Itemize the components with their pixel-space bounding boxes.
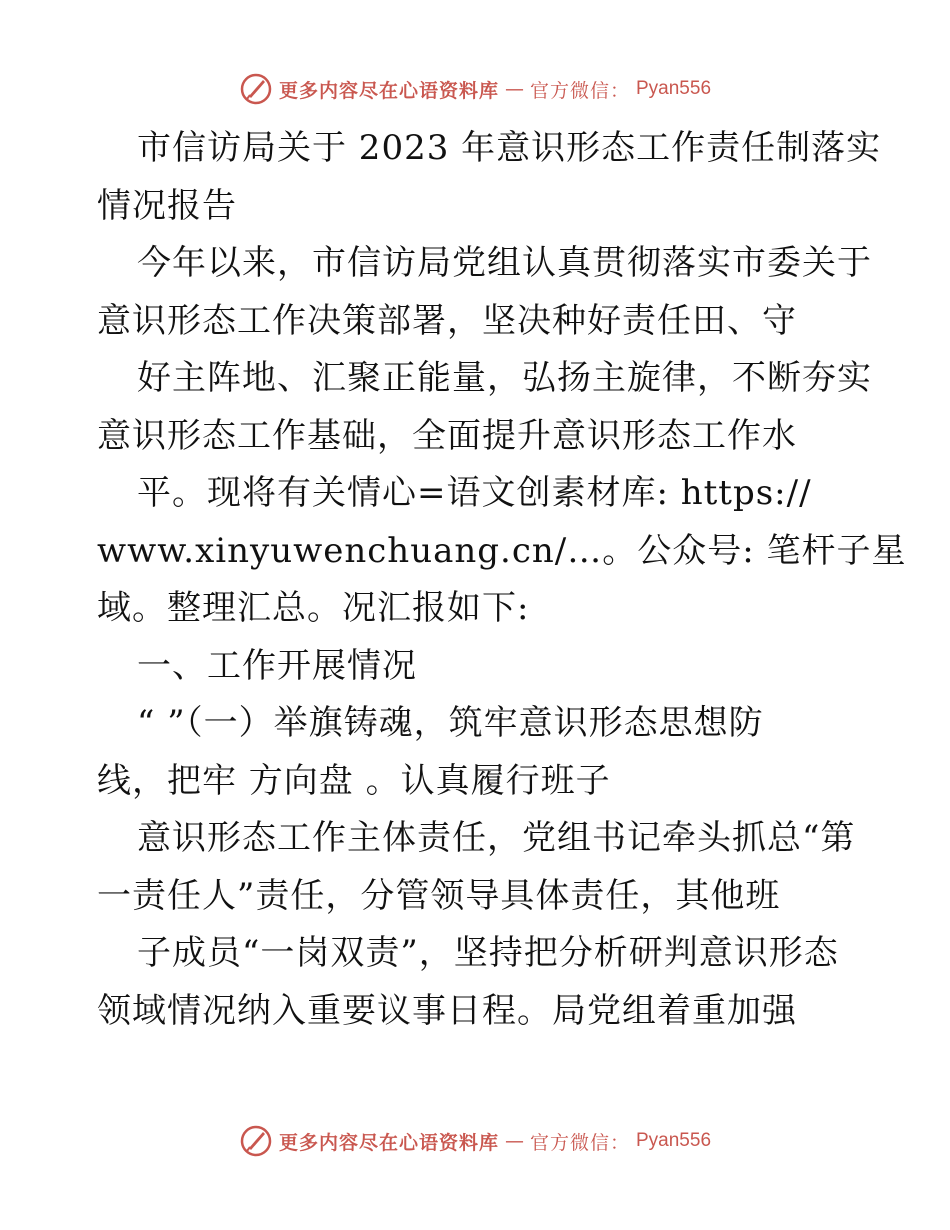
watermark-id: Pyan556: [636, 78, 712, 99]
text-line: “ ”（一）举旗铸魂，筑牢意识形态思想防: [137, 703, 764, 743]
text-line: 意识形态工作决策部署，坚决种好责任田、守: [97, 300, 797, 341]
text-line: 好主阵地、汇聚正能量，弘扬主旋律，不断夯实: [137, 358, 872, 398]
text-line: 平。现将有关情心=语文创素材库: https://: [137, 473, 812, 513]
text-line: 今年以来，市信访局党组认真贯彻落实市委关于: [137, 243, 872, 283]
watermark-official: 官方微信：: [529, 1131, 630, 1154]
text-line: 意识形态工作主体责任，党组书记牵头抓总“第: [137, 818, 856, 858]
watermark-site: 更多内容尽在心语资料库: [278, 79, 499, 102]
text-line: 情况报告: [97, 185, 237, 226]
text-line: 域。整理汇总。况汇报如下:: [97, 588, 530, 628]
text-line: 领域情况纳入重要议事日程。局党组着重加强: [97, 990, 797, 1031]
text-line: 市信访局关于 2023 年意识形态工作责任制落实: [137, 128, 882, 168]
quill-logo-icon: [239, 72, 273, 106]
footer-watermark: [0, 1124, 950, 1158]
text-line: 意识形态工作基础，全面提升意识形态工作水: [97, 415, 797, 456]
watermark-separator: —: [504, 1130, 524, 1152]
text-line: 一责任人”责任，分管领导具体责任，其他班: [97, 875, 781, 916]
watermark-separator: —: [504, 78, 524, 100]
watermark-site: 更多内容尽在心语资料库: [278, 1131, 499, 1154]
quill-logo-icon: [239, 1124, 273, 1158]
watermark-official: 官方微信：: [529, 79, 630, 102]
watermark-id: Pyan556: [636, 1130, 712, 1151]
header-watermark: [0, 72, 950, 106]
text-line: www.xinyuwenchuang.cn/…。公众号: 笔杆子星: [97, 530, 907, 571]
section-heading: 一、工作开展情况: [137, 645, 417, 686]
document-body: [97, 120, 907, 1040]
text-line: 子成员“一岗双责”，坚持把分析研判意识形态: [137, 933, 839, 973]
text-line: 线，把牢 方向盘 。认真履行班子: [97, 760, 611, 801]
